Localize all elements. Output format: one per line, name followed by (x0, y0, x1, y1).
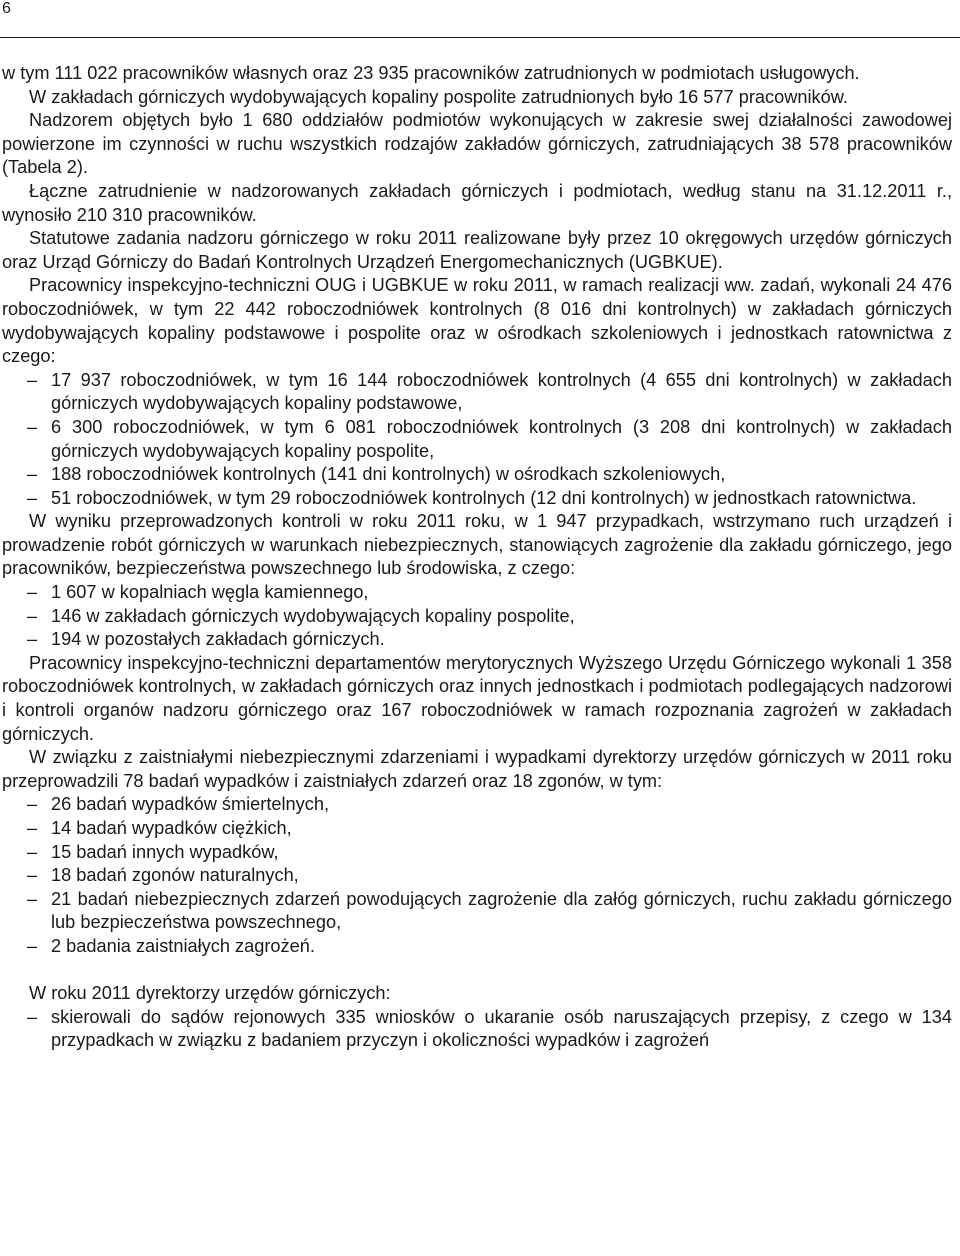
page-number: 6 (2, 0, 11, 17)
dash-bullet: – (27, 369, 38, 390)
list-item-text: 26 badań wypadków śmiertelnych, (51, 794, 330, 815)
dash-bullet: – (27, 865, 38, 886)
list-item (2, 369, 952, 416)
list-item (2, 463, 952, 487)
paragraph: W zakładach górniczych wydobywających kopaliny pospolite zatrudnionych było 16 577 pracowników. (29, 86, 848, 107)
list-item-text: 15 badań innych wypadków, (51, 841, 279, 862)
list-item (2, 487, 952, 511)
header-rule (0, 37, 960, 38)
paragraph: W wyniku przeprowadzonych kontroli w roku 2011 roku, w 1 947 przypadkach, wstrzymano ruch urządzeń i prowadzenie robót górniczych w warunkach niebezpiecznych, stanowiących zagrożenie dla zakładu górniczego, jego pracowników, bezpieczeństwa powszechnego lub środowiska, z czego: (2, 511, 952, 579)
dash-bullet: – (27, 818, 38, 838)
paragraph: W roku 2011 dyrektorzy urzędów górniczych: (29, 983, 391, 1004)
list-item-text: 1 607 w kopalniach węgla kamiennego, (51, 582, 369, 603)
list-item-text: skierowali do sądów rejonowych 335 wniosków o ukaranie osób naruszających przepisy, z czego w 134 przypadkach w związku z badaniem przyczyn i okoliczności wypadków i zagrożeń (51, 1006, 952, 1051)
list-item (2, 628, 952, 652)
paragraph: Pracownicy inspekcyjno-techniczni departamentów merytorycznych Wyższego Urzędu Górniczego wykonali 1 358 roboczodniówek kontrolnych, w zakładach górniczych oraz innych jednostkach i podmiotach podlegających nadzorowi i kontroli organów nadzoru górniczego oraz 167 roboczodniówek w ramach rozpoznania zagrożeń w zakładach górniczych. (2, 652, 952, 744)
dash-bullet: – (27, 1006, 38, 1027)
list-item-text: 6 300 roboczodniówek, w tym 6 081 roboczodniówek kontrolnych (3 208 dni kontrolnych) w zakładach górniczych wydobywających kopaliny pospolite, (51, 416, 952, 461)
paragraph: w tym 111 022 pracowników własnych oraz 23 935 pracowników zatrudnionych w podmiotach usługowych. (2, 63, 860, 83)
list-item (2, 581, 952, 605)
dash-bullet: – (27, 888, 38, 909)
paragraph: W związku z zaistniałymi niebezpiecznymi zdarzeniami i wypadkami dyrektorzy urzędów górniczych w 2011 roku przeprowadzili 78 badań wypadków i zaistniałych zdarzeń oraz 18 zgonów, w tym: (2, 747, 952, 791)
stoppages-list (2, 581, 952, 652)
list-item (2, 1006, 952, 1053)
list-item-text: 17 937 roboczodniówek, w tym 16 144 roboczodniówek kontrolnych (4 655 dni kontrolnych) w zakładach górniczych wydobywających kopaliny podstawowe, (51, 369, 952, 414)
list-item (2, 888, 952, 935)
investigations-list (2, 793, 952, 958)
dash-bullet: – (27, 582, 38, 603)
spacer (2, 959, 952, 983)
dash-bullet: – (27, 487, 38, 508)
list-item (2, 605, 952, 629)
workdays-list (2, 369, 952, 511)
paragraph: Nadzorem objętych było 1 680 oddziałów podmiotów wykonujących w zakresie swej działalności zawodowej powierzone im czynności w ruchu wszystkich rodzajów zakładów górniczych, zatrudniających 38 578 pracowników (Tabela 2). (2, 110, 952, 178)
list-item-text: 18 badań zgonów naturalnych, (51, 865, 299, 886)
list-item-text: 21 badań niebezpiecznych zdarzeń powodujących zagrożenie dla załóg górniczych, ruchu zakładu górniczego lub bezpieczeństwa powszechnego, (51, 888, 952, 933)
dash-bullet: – (27, 841, 38, 862)
document-body (2, 62, 952, 1053)
dash-bullet: – (27, 629, 38, 650)
list-item-text: 188 roboczodniówek kontrolnych (141 dni kontrolnych) w ośrodkach szkoleniowych, (51, 464, 726, 485)
dash-bullet: – (27, 794, 38, 815)
dash-bullet: – (27, 416, 38, 437)
list-item-text: 194 w pozostałych zakładach górniczych. (51, 629, 385, 650)
dash-bullet: – (27, 464, 38, 485)
list-item (2, 793, 952, 817)
list-item (2, 935, 952, 959)
list-item (2, 817, 952, 841)
list-item (2, 841, 952, 865)
list-item (2, 864, 952, 888)
actions-list (2, 1006, 952, 1053)
list-item-text: 14 badań wypadków ciężkich, (51, 818, 292, 838)
paragraph: Pracownicy inspekcyjno-techniczni OUG i UGBKUE w roku 2011, w ramach realizacji ww. zadań, wykonali 24 476 roboczodniówek, w tym 22 442 roboczodniówek kontrolnych (8 016 dni kontrolnych) w zakładach górniczych wydobywających kopaliny podstawowe i pospolite oraz w ośrodkach szkoleniowych i jednostkach ratownictwa z czego: (2, 275, 952, 367)
list-item (2, 416, 952, 463)
list-item-text: 146 w zakładach górniczych wydobywających kopaliny pospolite, (51, 605, 575, 626)
paragraph: Statutowe zadania nadzoru górniczego w roku 2011 realizowane były przez 10 okręgowych urzędów górniczych oraz Urząd Górniczy do Badań Kontrolnych Urządzeń Energomechanicznych (UGBKUE). (2, 228, 952, 272)
list-item-text: 2 badania zaistniałych zagrożeń. (51, 935, 315, 956)
list-item-text: 51 roboczodniówek, w tym 29 roboczodniówek kontrolnych (12 dni kontrolnych) w jednostkach ratownictwa. (51, 487, 917, 508)
paragraph: Łączne zatrudnienie w nadzorowanych zakładach górniczych i podmiotach, według stanu na 31.12.2011 r., wynosiło 210 310 pracowników. (2, 180, 952, 225)
dash-bullet: – (27, 935, 38, 956)
dash-bullet: – (27, 605, 38, 626)
